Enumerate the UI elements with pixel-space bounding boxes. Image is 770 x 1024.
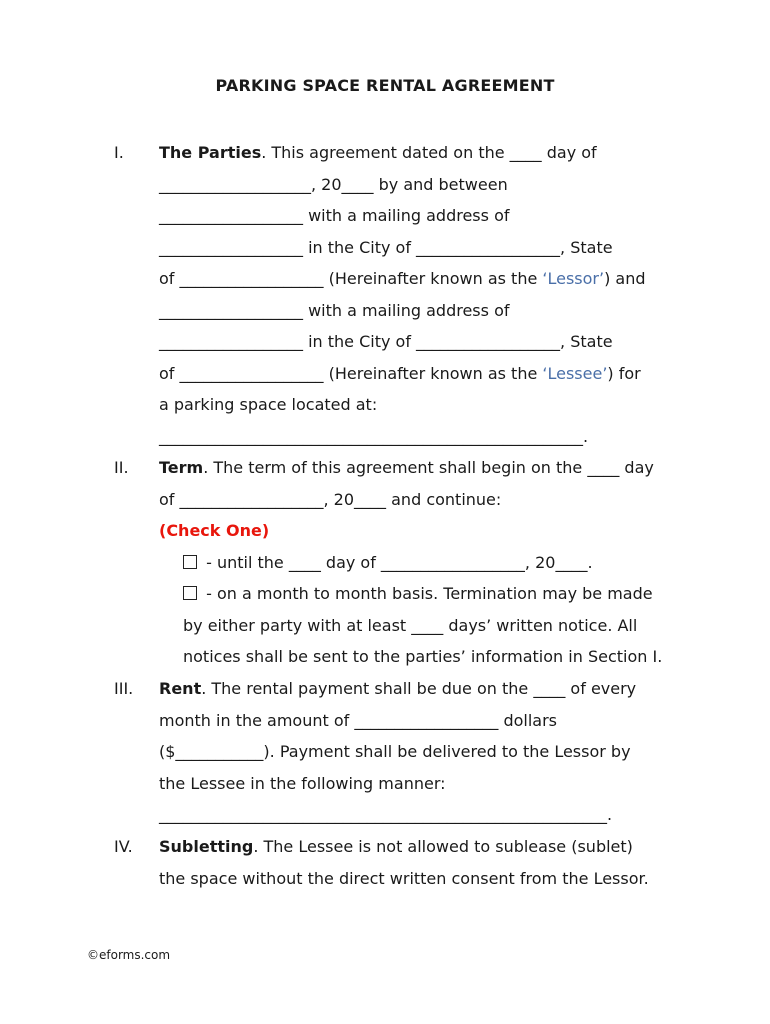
text-line: _____________________________________________________. (159, 426, 589, 446)
footer-copyright: ©eforms.com (87, 948, 171, 962)
text-line: of __________________, 20____ and continue: (159, 489, 502, 509)
option-until-date: - until the ____ day of __________________, 20____. (159, 547, 739, 579)
text-line: notices shall be sent to the parties’ information in Section I. (183, 647, 663, 666)
lessor-term: ‘Lessor’ (542, 269, 605, 288)
text-line: of __________________ (Hereinafter known as the ‘Lessor’) and (159, 269, 646, 288)
text-line: ($___________). Payment shall be delivered to the Lessor by (159, 742, 631, 761)
text-line: the space without the direct written consent from the Lessor. (159, 868, 649, 888)
section-body (159, 137, 739, 452)
section-body (159, 831, 739, 894)
section-heading: The Parties (159, 143, 262, 162)
section-numeral: III. (114, 679, 134, 698)
section-numeral: II. (114, 458, 129, 477)
text-line: . The rental payment shall be due on the ____ of every (201, 679, 637, 698)
text-line: __________________ with a mailing address of (159, 206, 510, 225)
text-line: by either party with at least ____ days’ written notice. All (183, 615, 638, 635)
text-line: __________________ in the City of __________________, State (159, 237, 613, 257)
text-line: . The term of this agreement shall begin on the ____ day (203, 458, 654, 477)
text-line: . The Lessee is not allowed to sublease (sublet) (253, 837, 633, 856)
text-line: __________________ in the City of __________________, State (159, 332, 613, 351)
text-line: ________________________________________________________. (159, 805, 613, 824)
text-line: . This agreement dated on the ____ day of (261, 143, 597, 162)
text-line: __________________ with a mailing address of (159, 300, 510, 320)
check-one-label: (Check One) (159, 521, 270, 540)
text-line: ___________________, 20____ by and between (159, 174, 508, 194)
section-body (159, 452, 739, 673)
section-heading: Rent (159, 679, 202, 698)
text-line: of __________________ (Hereinafter known as the ‘Lessee’) for (159, 363, 641, 383)
lessee-term: ‘Lessee’ (542, 363, 608, 383)
section-heading: Term (159, 458, 204, 477)
text-line: month in the amount of __________________ dollars (159, 710, 557, 730)
checkbox[interactable] (183, 555, 197, 569)
section-numeral: I. (114, 143, 124, 162)
checkbox[interactable] (183, 586, 197, 600)
option-month-to-month: - on a month to month basis. Termination may be made (159, 578, 739, 610)
text-line: a parking space located at: (159, 395, 378, 414)
section-numeral: IV. (114, 837, 133, 856)
section-body (159, 673, 739, 831)
section-heading: Subletting (159, 837, 254, 856)
document-title: PARKING SPACE RENTAL AGREEMENT (215, 76, 555, 95)
text-line: the Lessee in the following manner: (159, 773, 446, 793)
